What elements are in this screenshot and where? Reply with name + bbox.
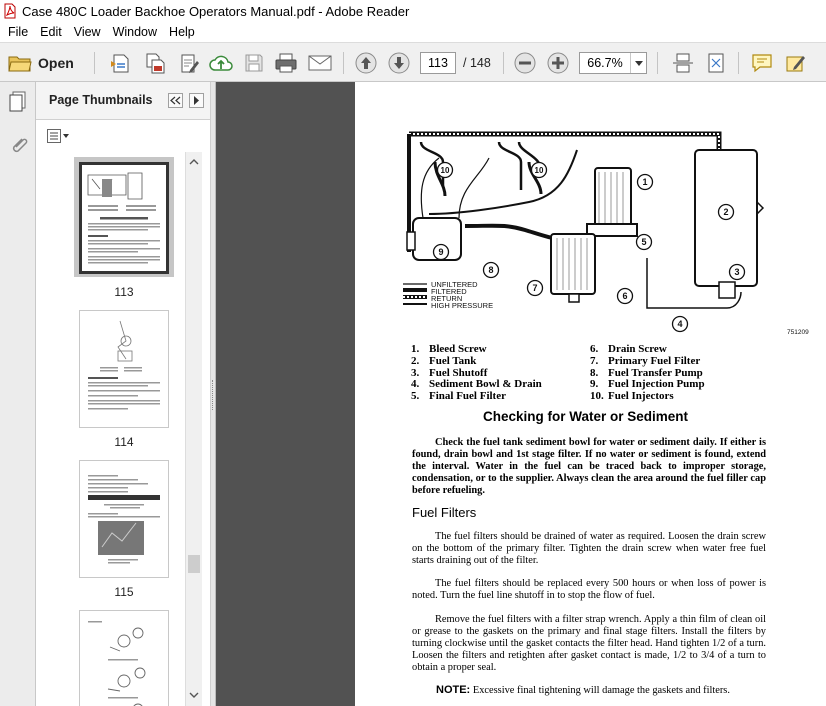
scroll-up-icon[interactable] <box>189 158 199 165</box>
thumbnail-preview <box>80 311 168 427</box>
create-pdf-button[interactable] <box>108 51 134 75</box>
menu-edit[interactable]: Edit <box>40 25 62 39</box>
thumbnail-page-113[interactable] <box>79 162 169 274</box>
callout-7 <box>528 281 543 296</box>
key-return: RETURN <box>431 294 463 303</box>
sign-button[interactable] <box>782 51 810 75</box>
print-button[interactable] <box>273 51 299 75</box>
thumbnail-preview <box>80 461 168 577</box>
create-pdf-icon <box>110 52 132 74</box>
svg-text:10: 10 <box>534 166 544 175</box>
legend-item: 6. Drain Screw <box>590 343 667 355</box>
sign-icon <box>784 52 808 74</box>
paragraph-replace: The fuel filters should be replaced every 500 hours or when loss of power is noted. Turn the fuel line shutoff in to stop the flow of fuel. <box>412 578 766 602</box>
key-filtered: FILTERED <box>431 287 467 296</box>
svg-text:5: 5 <box>641 237 647 247</box>
callout-10a <box>438 163 453 178</box>
callout-1 <box>638 175 653 190</box>
pages-icon <box>8 91 28 113</box>
cloud-upload-icon <box>209 52 233 74</box>
svg-text:3: 3 <box>734 267 740 277</box>
scrollbar-thumb[interactable] <box>188 555 200 573</box>
combine-files-button[interactable] <box>142 51 168 75</box>
svg-text:1: 1 <box>642 177 648 187</box>
zoom-select[interactable] <box>579 52 647 74</box>
fit-page-icon <box>705 52 727 74</box>
attachments-tab[interactable] <box>9 134 29 159</box>
thumbnail-label: 113 <box>114 285 134 299</box>
arrow-up-icon <box>355 52 377 74</box>
callout-8 <box>484 263 499 278</box>
thumbnails-panel <box>36 82 210 706</box>
legend-item: 5. Final Fuel Filter <box>411 390 506 403</box>
edit-form-button[interactable] <box>176 51 202 75</box>
print-icon <box>274 52 298 74</box>
menu-help[interactable]: Help <box>169 25 195 39</box>
svg-text:7: 7 <box>532 283 538 293</box>
note <box>436 684 730 696</box>
svg-text:9: 9 <box>438 247 444 257</box>
note-text: Excessive final tightening will damage the gaskets and filters. <box>472 685 730 696</box>
legend-item: 4. Sediment Bowl & Drain <box>411 378 542 391</box>
open-label: Open <box>38 55 74 71</box>
scroll-down-icon[interactable] <box>189 692 199 699</box>
legend-left <box>411 344 542 403</box>
document-view[interactable] <box>216 82 826 706</box>
comment-icon <box>750 52 774 74</box>
navigation-pane-strip <box>0 82 36 706</box>
panel-title: Page Thumbnails <box>49 93 153 107</box>
legend-item: 3. Fuel Shutoff <box>411 366 488 379</box>
arrow-down-icon <box>388 52 410 74</box>
document-page <box>355 82 826 706</box>
form-edit-icon <box>178 52 200 74</box>
callout-10b <box>532 163 547 178</box>
toolbar <box>0 42 826 82</box>
menu-window[interactable]: Window <box>112 25 158 39</box>
callout-2 <box>719 205 734 220</box>
fit-width-button[interactable] <box>670 51 696 75</box>
toolbar-separator <box>738 52 739 74</box>
legend-item: 2. Fuel Tank <box>411 354 477 367</box>
legend-item: 9. Fuel Injection Pump <box>590 378 705 391</box>
subsection-heading: Fuel Filters <box>412 505 477 520</box>
svg-text:2: 2 <box>723 207 729 217</box>
callout-5 <box>637 235 652 250</box>
svg-text:4: 4 <box>677 319 683 329</box>
svg-text:6: 6 <box>622 291 628 301</box>
zoom-in-button[interactable] <box>545 51 571 75</box>
minus-icon <box>514 52 536 74</box>
options-list-icon <box>47 129 71 143</box>
chevron-right-icon <box>193 96 200 105</box>
callout-6 <box>618 289 633 304</box>
panel-header <box>36 82 210 120</box>
callout-4 <box>673 317 688 332</box>
toolbar-separator <box>657 52 658 74</box>
fuel-system-diagram <box>399 122 826 340</box>
figure-id: 751209 <box>787 329 809 336</box>
open-button[interactable] <box>8 51 80 75</box>
title-bar <box>0 0 826 22</box>
legend-item: 10. Fuel Injectors <box>590 390 674 403</box>
svg-text:10: 10 <box>440 166 450 175</box>
plus-icon <box>547 52 569 74</box>
legend-item: 7. Primary Fuel Filter <box>590 354 701 367</box>
previous-page-button[interactable] <box>353 51 379 75</box>
thumbnail-page-115[interactable] <box>79 460 169 578</box>
collapse-panel-button[interactable] <box>168 93 183 108</box>
legend-item: 1. Bleed Screw <box>411 343 487 355</box>
thumbnail-list <box>36 152 210 706</box>
page-thumbnails-tab[interactable] <box>8 91 28 116</box>
note-label: NOTE: <box>436 684 471 696</box>
thumbnail-preview <box>82 165 166 271</box>
chevron-down-icon[interactable] <box>630 53 646 73</box>
callout-3 <box>730 265 745 280</box>
legend-right <box>590 344 705 403</box>
splitter-grip <box>212 380 214 410</box>
save-icon <box>243 52 265 74</box>
page-total: / 148 <box>463 56 491 70</box>
toolbar-separator <box>343 52 344 74</box>
zoom-out-button[interactable] <box>512 51 538 75</box>
menu-file[interactable]: File <box>8 25 29 39</box>
folder-icon <box>8 53 32 73</box>
toolbar-separator <box>94 52 95 74</box>
menu-view[interactable]: View <box>73 25 101 39</box>
adobe-reader-icon <box>3 3 17 19</box>
comment-button[interactable] <box>748 51 776 75</box>
options-menu-button[interactable] <box>47 127 71 145</box>
window-title: Case 480C Loader Backhoe Operators Manual.pdf - Adobe Reader <box>22 3 410 19</box>
thumbnail-label: 115 <box>114 585 134 599</box>
thumbnail-preview <box>80 611 168 706</box>
paragraph-install: Remove the fuel filters with a filter strap wrench. Apply a thin film of clean oil or grease to the gaskets on the primary and final stage filters. Install the filters by turning clockwise until the gasket contacts the filter head. Hand tighten 1/2 of a turn. Loosen the filters and retighten after gasket contact is made, 1/2 to 3/4 of a turn to obtain a proper seal. <box>412 614 766 674</box>
callout-9 <box>434 245 449 260</box>
menu-bar <box>0 22 826 42</box>
upload-button[interactable] <box>208 51 234 75</box>
save-button[interactable] <box>241 51 267 75</box>
paragraph-drain: The fuel filters should be drained of water as required. Loosen the drain screw on the bottom of the primary filter. Tighten the drain screw when water free fuel starts draining out of the filter. <box>412 531 766 567</box>
email-button[interactable] <box>306 51 334 75</box>
thumbnail-page-114[interactable] <box>79 310 169 428</box>
combine-files-icon <box>144 52 166 74</box>
thumbnail-toolbar <box>36 120 210 152</box>
thumbnail-scrollbar[interactable] <box>185 152 202 706</box>
page-number-input[interactable]: 113 <box>420 52 456 74</box>
thumbnail-page-116[interactable] <box>79 610 169 706</box>
double-chevron-left-icon <box>170 96 181 105</box>
key-high-pressure: HIGH PRESSURE <box>431 301 494 310</box>
legend-item: 8. Fuel Transfer Pump <box>590 366 703 379</box>
section-heading: Checking for Water or Sediment <box>483 409 689 424</box>
svg-text:8: 8 <box>488 265 494 275</box>
zoom-value: 66.7% <box>587 56 623 70</box>
key-unfiltered: UNFILTERED <box>431 280 478 289</box>
email-icon <box>307 53 333 73</box>
scroll-mode-icon <box>672 52 694 74</box>
expand-panel-button[interactable] <box>189 93 204 108</box>
toolbar-separator <box>503 52 504 74</box>
intro-paragraph: Check the fuel tank sediment bowl for water or sediment daily. If either is found, drain bowl and 1st stage filter. If no water or sediment is found, extend the interval. Water in the fuel can be traced back to improper storage, condensation, or to the supplier. Always clean the area around the fuel filler cap before refueling. <box>412 437 766 497</box>
next-page-button[interactable] <box>386 51 412 75</box>
thumbnail-label: 114 <box>114 435 134 449</box>
paperclip-icon <box>9 134 29 156</box>
fit-page-button[interactable] <box>703 51 729 75</box>
